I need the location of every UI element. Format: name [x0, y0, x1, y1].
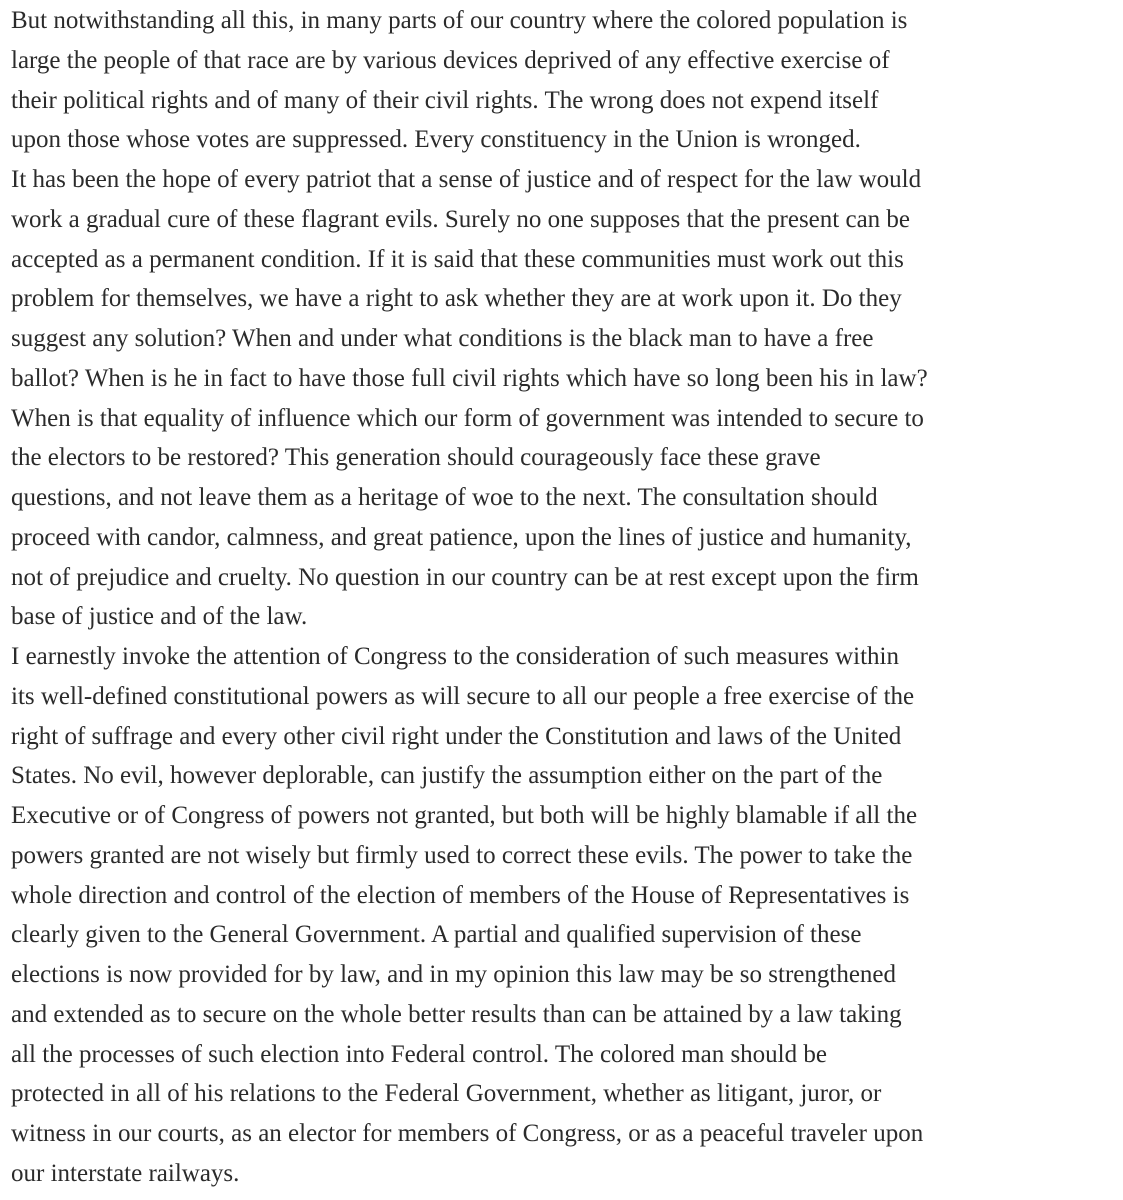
- text-line: our interstate railways.: [11, 1159, 240, 1187]
- text-line: I earnestly invoke the attention of Congress to the consideration of such measures within: [11, 643, 899, 670]
- text-line: upon those whose votes are suppressed. Every constituency in the Union is wronged.: [11, 126, 861, 154]
- text-line: and extended as to secure on the whole better results than can be attained by a law taking: [11, 1000, 902, 1028]
- text-line: powers granted are not wisely but firmly used to correct these evils. The power to take the: [11, 841, 913, 869]
- text-line: right of suffrage and every other civil right under the Constitution and laws of the United: [11, 722, 902, 750]
- text-line: large the people of that race are by various devices deprived of any effective exercise of: [11, 46, 890, 74]
- text-line: their political rights and of many of their civil rights. The wrong does not expend itself: [11, 86, 879, 114]
- text-line: not of prejudice and cruelty. No question in our country can be at rest except upon the firm: [11, 563, 919, 591]
- text-line: its well-defined constitutional powers as will secure to all our people a free exercise of the: [11, 682, 915, 710]
- text-line: When is that equality of influence which our form of government was intended to secure to: [11, 404, 924, 432]
- text-line: the electors to be restored? This generation should courageously face these grave: [11, 444, 821, 472]
- text-line: problem for themselves, we have a right to ask whether they are at work upon it. Do they: [11, 285, 902, 313]
- text-line: whole direction and control of the election of members of the House of Representatives is: [11, 881, 910, 909]
- text-line: But notwithstanding all this, in many parts of our country where the colored population is: [11, 7, 908, 34]
- text-line: protected in all of his relations to the Federal Government, whether as litigant, juror, or: [11, 1080, 882, 1108]
- text-line: all the processes of such election into Federal control. The colored man should be: [11, 1040, 827, 1068]
- text-line: accepted as a permanent condition. If it is said that these communities must work out this: [11, 245, 904, 273]
- text-line: States. No evil, however deplorable, can justify the assumption either on the part of the: [11, 762, 883, 790]
- text-line: base of justice and of the law.: [11, 603, 308, 631]
- text-line: witness in our courts, as an elector for members of Congress, or as a peaceful traveler upon: [11, 1120, 924, 1147]
- text-line: suggest any solution? When and under what conditions is the black man to have a free: [11, 325, 874, 352]
- text-line: It has been the hope of every patriot that a sense of justice and of respect for the law would: [11, 166, 922, 193]
- text-line: proceed with candor, calmness, and great patience, upon the lines of justice and humanity,: [11, 523, 912, 551]
- text-line: Executive or of Congress of powers not granted, but both will be highly blamable if all the: [11, 802, 918, 829]
- text-line: questions, and not leave them as a heritage of woe to the next. The consultation should: [11, 484, 878, 511]
- text-line: elections is now provided for by law, and in my opinion this law may be so strengthened: [11, 961, 897, 988]
- text-line: work a gradual cure of these flagrant evils. Surely no one supposes that the present can be: [11, 205, 911, 233]
- text-line: clearly given to the General Government. A partial and qualified supervision of these: [11, 921, 862, 949]
- text-line: ballot? When is he in fact to have those full civil rights which have so long been his in law?: [11, 364, 928, 392]
